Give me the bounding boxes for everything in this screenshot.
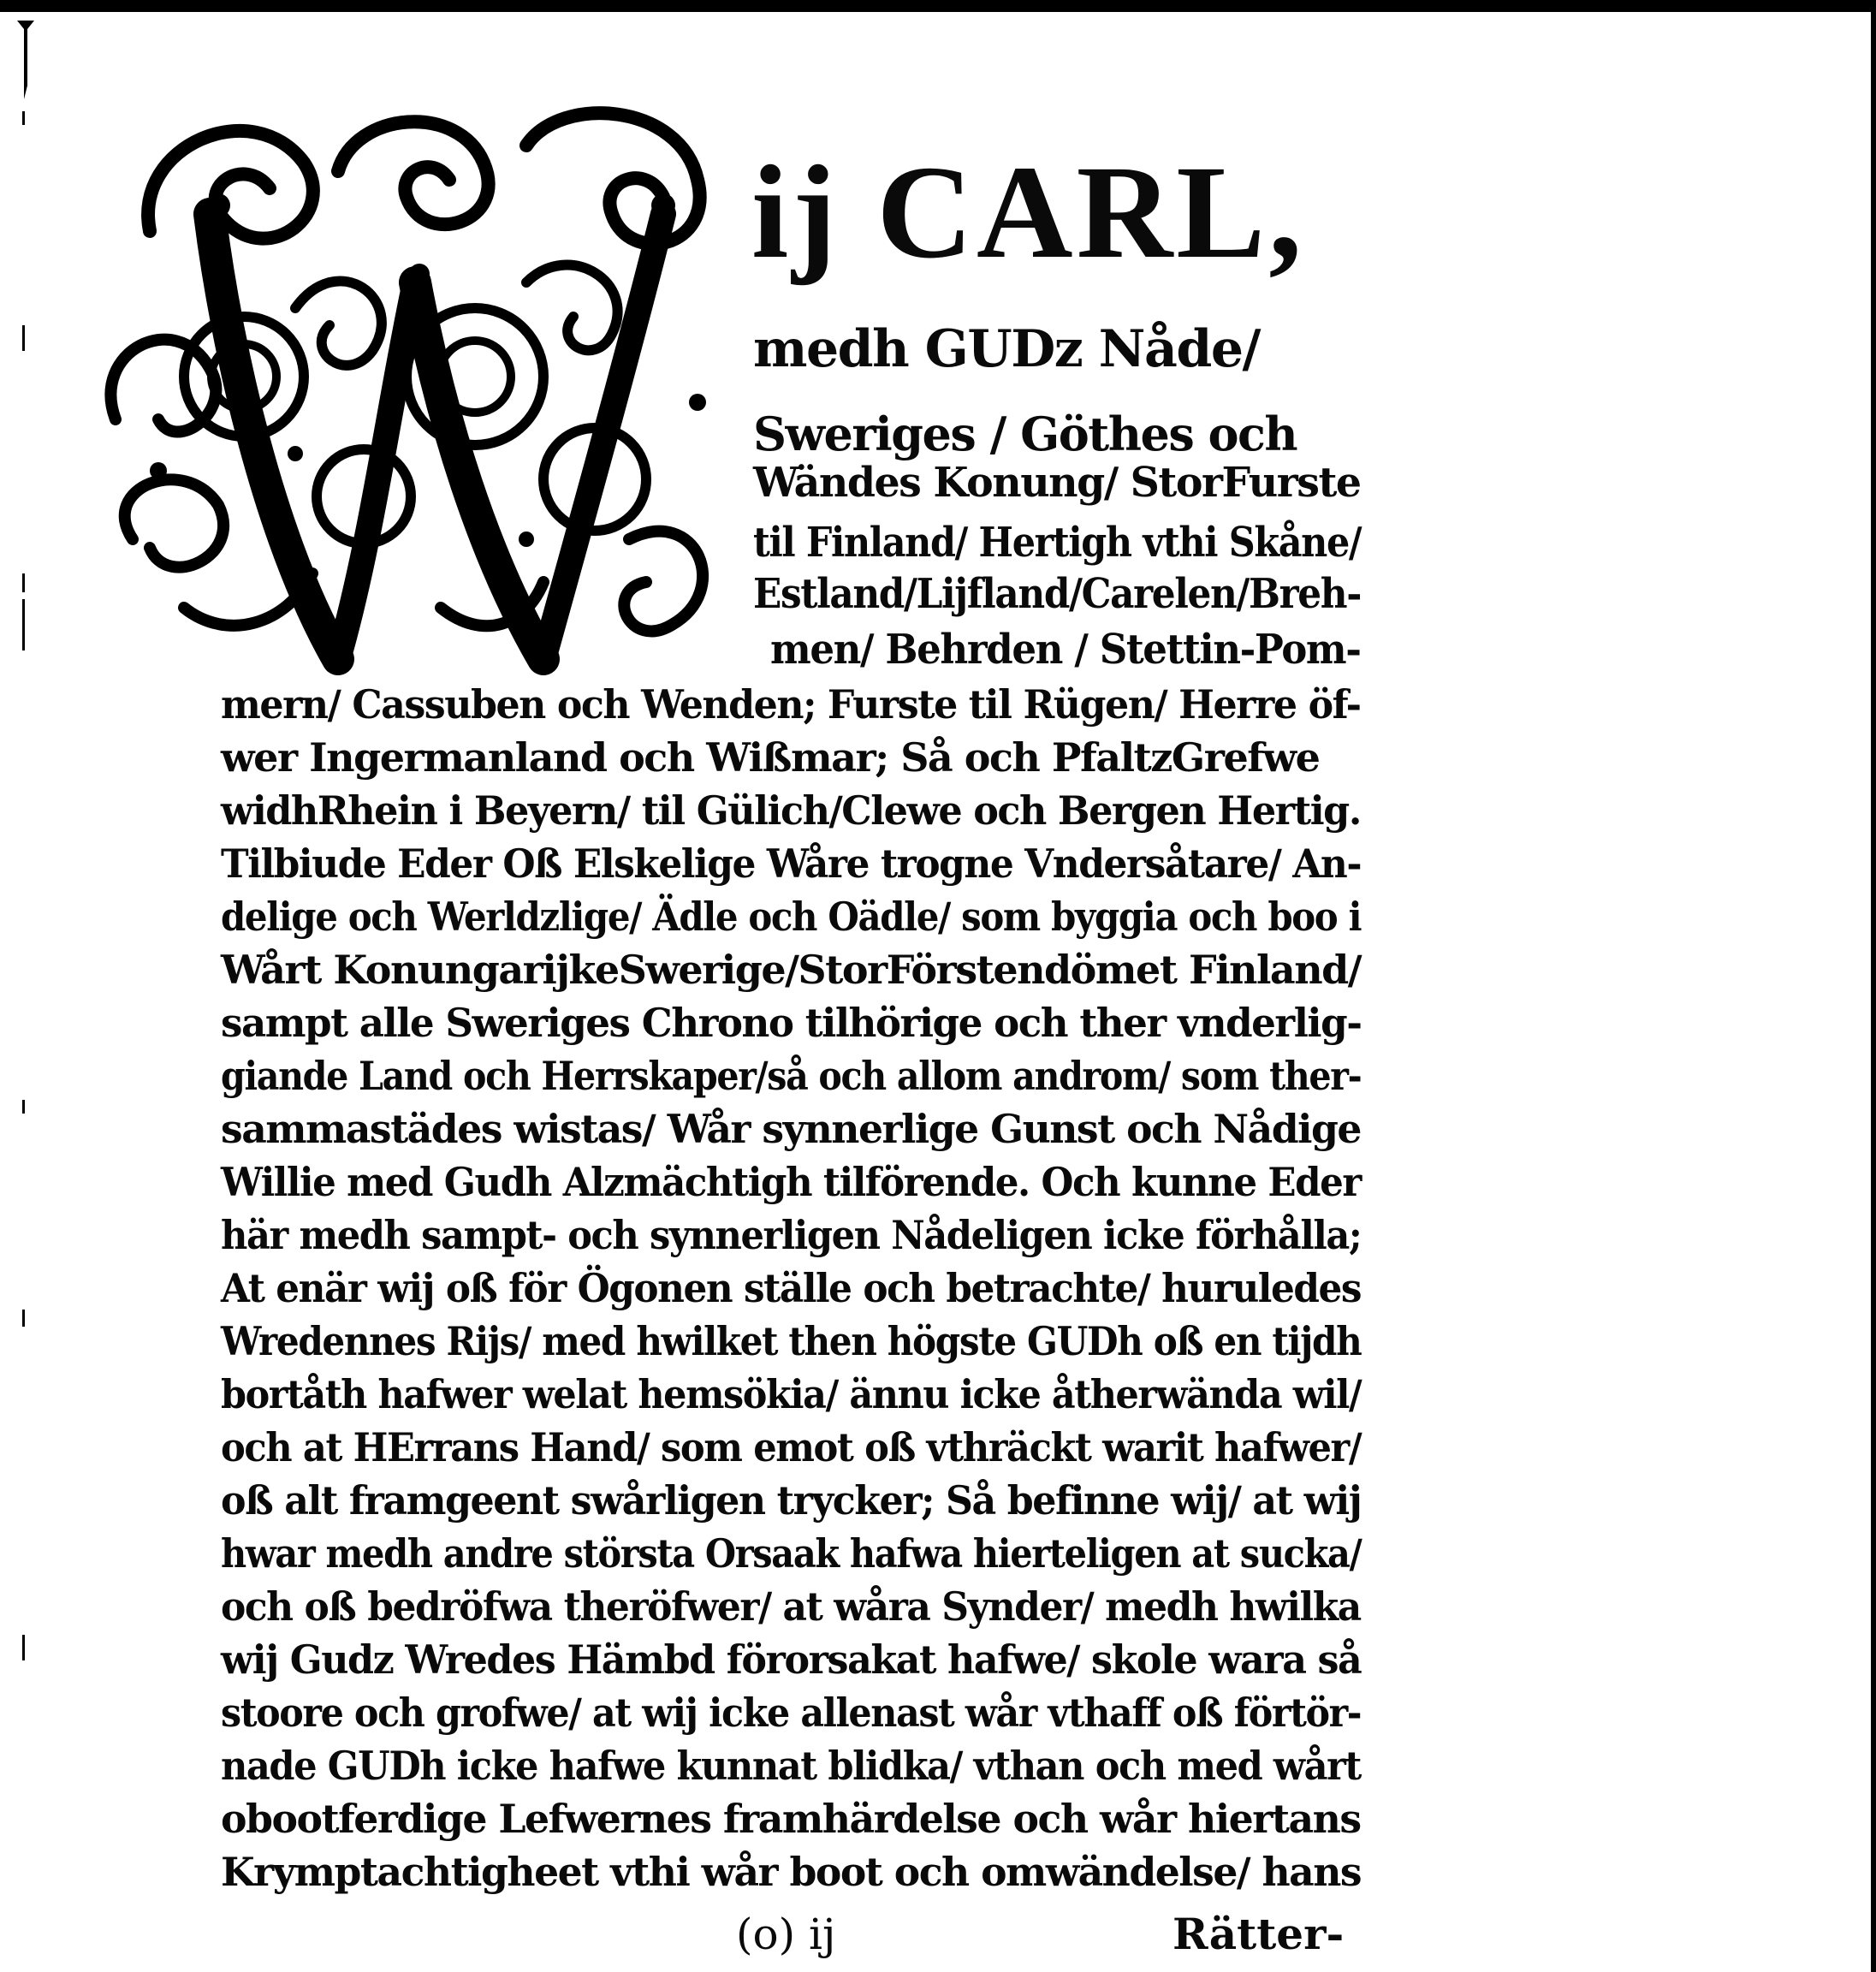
body-line: Willie med Gudh Alzmächtigh tilförende. Och kunne Eder <box>221 1159 1361 1205</box>
title-line: Estland/Lijfland/Carelen/Breh- <box>753 570 1361 618</box>
scan-edge-right <box>1871 0 1876 1972</box>
title-line: Wändes Konung/ StorFurste <box>753 459 1361 507</box>
ornament-icon <box>81 94 740 685</box>
body-line: hwar medh andre största Orsaak hafwa hierteligen at sucka/ <box>221 1530 1362 1577</box>
body-line: sammastädes wistas/ Wår synnerlige Gunst och Nådige <box>221 1106 1361 1152</box>
margin-mark-icon <box>15 17 36 103</box>
body-line: oß alt framgeent swårligen trycker; Så befinne wij/ at wij <box>221 1477 1362 1524</box>
body-line: delige och Werldzlige/ Ädle och Oädle/ som byggia och boo i <box>221 894 1362 940</box>
body-line: Krymptachtigheet vthi wår boot och omwändelse/ hans <box>221 1849 1362 1895</box>
body-line: Wredennes Rijs/ med hwilket then högste GUDh oß en tijdh <box>221 1318 1362 1364</box>
body-line: stoore och grofwe/ at wij icke allenast wår vthaff oß förtör- <box>221 1690 1362 1736</box>
title-line: til Finland/ Hertigh vthi Skåne/ <box>753 519 1362 567</box>
decorated-initial-w <box>81 94 740 685</box>
heading-name: ij CARL, <box>751 138 1306 286</box>
signature-mark: (o) ij <box>736 1910 836 1959</box>
body-line: bortåth hafwer welat hemsökia/ ännu icke åtherwända wil/ <box>221 1371 1362 1417</box>
body-line: mern/ Cassuben och Wenden; Furste til Rügen/ Herre öf- <box>221 681 1361 728</box>
catchword: Rätter- <box>1172 1909 1345 1959</box>
title-line: medh GUDz Nåde/ <box>753 319 1260 379</box>
title-line: Sweriges / Göthes och <box>753 407 1297 461</box>
scan-edge-top <box>0 0 1876 12</box>
body-line: wij Gudz Wredes Hämbd förorsakat hafwe/ skole wara så <box>221 1636 1362 1683</box>
body-line: obootferdige Lefwernes framhärdelse och wår hiertans <box>221 1796 1361 1842</box>
body-line: wer Ingermanland och Wißmar; Så och PfaltzGrefwe <box>221 734 1320 781</box>
body-line: widhRhein i Beyern/ til Gülich/Clewe och Bergen Hertig. <box>221 787 1361 834</box>
body-line: Wårt KonungarijkeSwerige/StorFörstendömet Finland/ <box>221 947 1362 993</box>
body-line: giande Land och Herrskaper/så och allom androm/ som ther- <box>221 1053 1362 1099</box>
body-line: At enär wij oß för Ögonen ställe och betrachte/ huruledes <box>221 1265 1362 1311</box>
body-line: och oß bedröfwa theröfwer/ at wåra Synder/ medh hwilka <box>221 1583 1361 1630</box>
body-line: nade GUDh icke hafwe kunnat blidka/ vthan och med wårt <box>221 1743 1361 1789</box>
body-line: här medh sampt- och synnerligen Nådeligen icke förhålla; <box>221 1212 1362 1258</box>
body-line: Tilbiude Eder Oß Elskelige Wåre trogne Vndersåtare/ An- <box>221 840 1362 887</box>
body-line: och at HErrans Hand/ som emot oß vthräckt warit hafwer/ <box>221 1424 1362 1470</box>
body-line: sampt alle Sweriges Chrono tilhörige och ther vnderlig- <box>221 1000 1362 1046</box>
title-line: men/ Behrden / Stettin-Pom- <box>770 626 1361 674</box>
